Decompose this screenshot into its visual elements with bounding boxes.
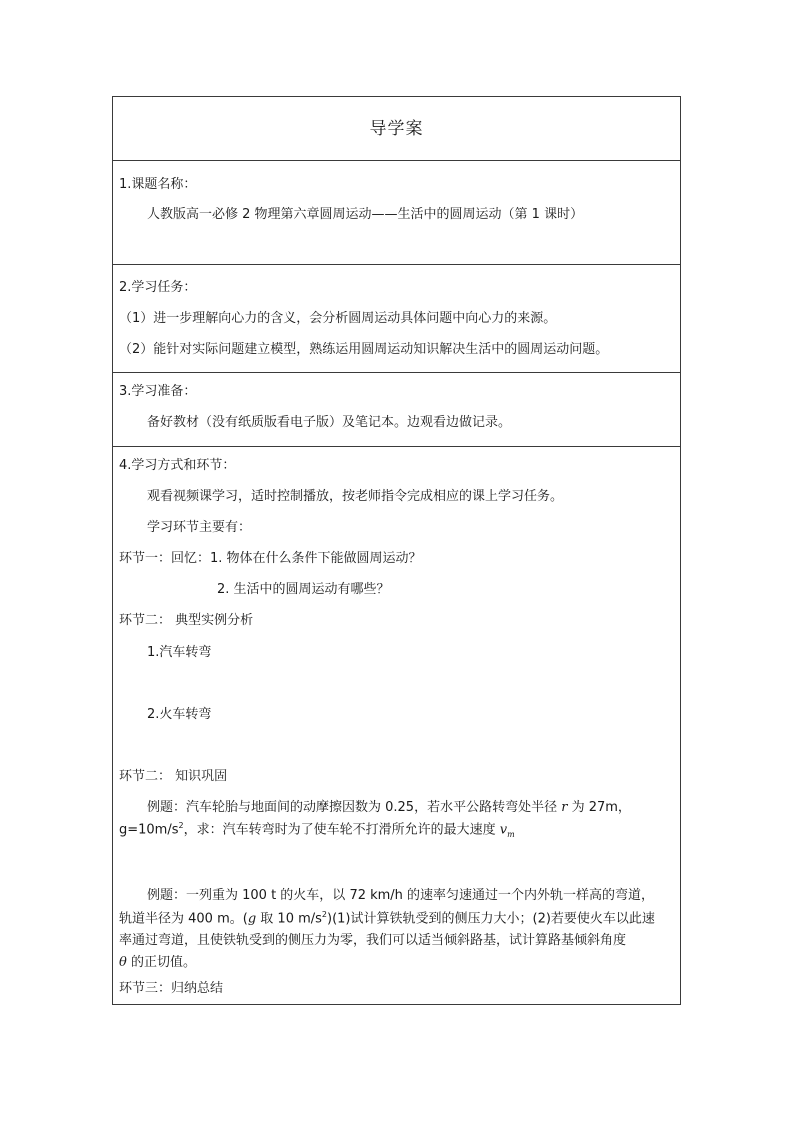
example-line: 例题：一列重为 100 t 的火车，以 72 km/h 的速率匀速通过一个内外轨一样高的弯道， [147, 888, 655, 903]
superscript: 2 [321, 910, 328, 919]
stage-one-question: 2. 生活中的圆周运动有哪些？ [217, 582, 390, 597]
variable-g: g [247, 911, 257, 927]
superscript: 2 [178, 821, 184, 830]
stage-three: 环节三：归纳总结 [119, 981, 224, 996]
variable-theta: θ [119, 955, 127, 970]
section-preparation [113, 373, 681, 447]
variable-r: r [561, 800, 568, 815]
title-cell [113, 97, 681, 161]
example-line: 率通过弯道，且使铁轨受到的侧压力为零，我们可以适当倾斜路基，试计算路基倾斜角度 [119, 933, 627, 948]
task-item: （1）进一步理解向心力的含义，会分析圆周运动具体问题中向心力的来源。 [119, 311, 557, 326]
method-text: 观看视频课学习，适时控制播放，按老师指令完成相应的课上学习任务。 [147, 489, 564, 504]
example-text: 例题：汽车轮胎与地面间的动摩擦因数为 0.25，若水平公路转弯处半径 [147, 800, 562, 815]
example-line [119, 956, 196, 969]
task-item: （2）能针对实际问题建立模型，熟练运用圆周运动知识解决生活中的圆周运动问题。 [119, 342, 609, 357]
stage-one: 环节一：回忆：1. 物体在什么条件下能做圆周运动？ [119, 551, 422, 566]
example-text: g=10m/s [119, 822, 179, 838]
stage-two-consolidation: 环节二： 知识巩固 [119, 769, 228, 784]
section-heading: 1.课题名称： [119, 177, 197, 192]
example-line [119, 822, 515, 839]
guide-page [112, 96, 681, 1005]
page-title: 导学案 [369, 119, 424, 139]
example-text: 为 27m， [567, 800, 631, 815]
example-line [119, 911, 655, 925]
case-item: 2.火车转弯 [147, 707, 212, 722]
example-text: 取 10 m/s [256, 911, 322, 927]
preparation-text: 备好教材（没有纸质版看电子版）及笔记本。边观看边做记录。 [147, 415, 512, 430]
section-topic [113, 161, 681, 265]
example-line [147, 801, 631, 814]
section-heading: 4.学习方式和环节： [119, 458, 236, 473]
example-text: 的正切值。 [126, 955, 196, 970]
example-text: 轨道半径为 400 m。( [119, 911, 248, 927]
section-heading: 3.学习准备： [119, 384, 197, 399]
example-text: ，求：汽车转弯时为了使车轮不打滑所允许的最大速度 [183, 822, 500, 838]
example-text: )(1)试计算铁轨受到的侧压力大小；(2)若要使火车以此速 [327, 911, 655, 927]
section-method [113, 447, 681, 1005]
section-heading: 2.学习任务： [119, 280, 197, 295]
guide-table [112, 96, 681, 1005]
variable-v: v [499, 822, 508, 838]
subscript: m [507, 829, 515, 839]
method-text: 学习环节主要有： [147, 520, 252, 535]
case-item: 1.汽车转弯 [147, 645, 212, 660]
stage-two: 环节二： 典型实例分析 [119, 613, 254, 628]
section-tasks [113, 265, 681, 373]
topic-text: 人教版高一必修 2 物理第六章圆周运动——生活中的圆周运动（第 1 课时） [147, 207, 584, 222]
